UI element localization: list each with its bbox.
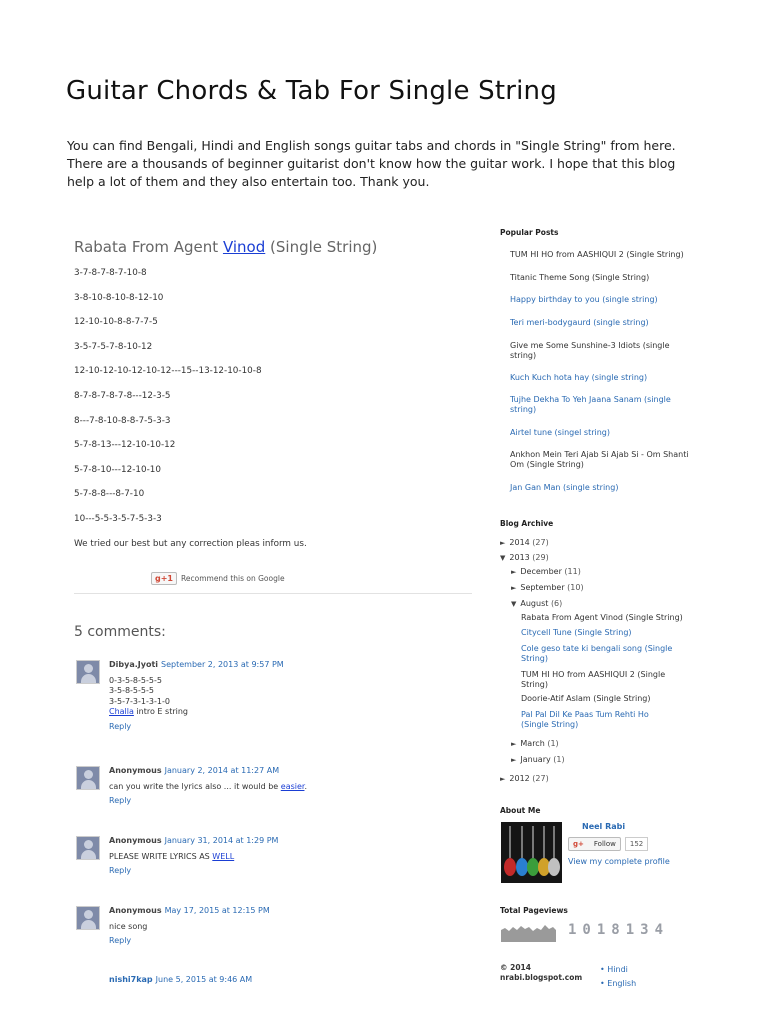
expand-arrow-icon[interactable]: ► <box>500 539 506 547</box>
avatar[interactable] <box>76 766 100 790</box>
comment-body <box>109 975 252 986</box>
popular-post-item[interactable]: Tujhe Dekha To Yeh Jaana Sanam (single string) <box>510 395 671 414</box>
comment-link[interactable]: easier <box>280 781 305 791</box>
comment-date[interactable]: January 2, 2014 at 11:27 AM <box>164 766 280 775</box>
archive-year-label[interactable]: 2014 <box>509 538 530 547</box>
popular-post-item[interactable]: TUM HI HO from AASHIQUI 2 (Single String) <box>510 250 684 259</box>
archive-year-2012[interactable] <box>500 774 549 784</box>
avatar[interactable] <box>76 660 100 684</box>
comments-heading: 5 comments: <box>74 624 166 640</box>
comment-text-end: . <box>304 781 308 791</box>
comment-line <box>109 852 278 863</box>
blog-archive-heading: Blog Archive <box>500 519 554 528</box>
collapse-arrow-icon[interactable]: ▼ <box>500 554 506 562</box>
tab-list <box>74 268 472 524</box>
popular-posts-heading: Popular Posts <box>500 228 559 237</box>
archive-month-label[interactable]: September <box>520 583 565 592</box>
comment-text: PLEASE WRITE LYRICS AS <box>109 851 213 861</box>
comment-body <box>109 906 270 947</box>
archive-month-march[interactable] <box>511 739 559 749</box>
pageviews-sparkline <box>501 922 556 942</box>
reply-link[interactable]: Reply <box>109 936 132 945</box>
profile-photo[interactable] <box>501 822 562 883</box>
archive-count: (27) <box>532 538 549 547</box>
comment-date[interactable]: June 5, 2015 at 9:46 AM <box>155 975 253 984</box>
archive-month-december[interactable] <box>511 567 581 577</box>
comment-line <box>109 782 307 793</box>
post-title-prefix: Rabata From Agent <box>74 238 223 256</box>
blog-title[interactable]: Guitar Chords & Tab For Single String <box>66 76 557 106</box>
follow-label: Follow <box>593 840 616 848</box>
tab-line: 12-10-12-10-12-10-12---15--13-12-10-10-8 <box>74 366 262 377</box>
follow-button[interactable] <box>568 837 621 851</box>
copyright <box>500 963 582 983</box>
pageviews-count: 1018134 <box>568 922 670 938</box>
guitars-image <box>501 822 562 883</box>
post-title <box>74 238 472 256</box>
archive-month-label[interactable]: March <box>520 739 545 748</box>
comment-line: 3-5-7-3-1-3-1-0 <box>109 696 170 706</box>
view-profile-link[interactable]: View my complete profile <box>568 857 670 866</box>
popular-post-item[interactable]: Kuch Kuch hota hay (single string) <box>510 373 648 382</box>
archive-count: (1) <box>547 739 559 748</box>
copyright-site: nrabi.blogspot.com <box>500 973 583 982</box>
blog-description: You can find Bengali, Hindi and English songs guitar tabs and chords in "Single String" from here. There are a thousands of beginner guitarist don't know how the guitar work. I hope that this blog help a lot of them and they also entertain too. Thank you. <box>67 138 676 189</box>
gplus-button[interactable]: g+1 <box>151 572 177 585</box>
tab-line: 3-7-8-7-8-7-10-8 <box>74 268 147 278</box>
archive-year-label[interactable]: 2013 <box>509 553 530 562</box>
popular-post-item[interactable]: Happy birthday to you (single string) <box>510 295 658 304</box>
comment-body <box>109 836 278 877</box>
archive-count: (1) <box>553 755 565 764</box>
archive-year-2014[interactable] <box>500 538 549 548</box>
comment-author: Anonymous <box>109 766 162 775</box>
archive-year-label[interactable]: 2012 <box>509 774 530 783</box>
tab-line: 12-10-10-8-8-7-7-5 <box>74 317 158 328</box>
post-footer-note: We tried our best but any correction pleas inform us. <box>74 538 307 549</box>
language-item[interactable]: • Hindi <box>600 963 636 977</box>
archive-count: (10) <box>567 583 584 592</box>
archive-month-label[interactable]: January <box>520 755 551 764</box>
archive-post-item[interactable]: Cole geso tate ki bengali song (Single String) <box>521 644 673 663</box>
tab-line: 8---7-8-10-8-8-7-5-3-3 <box>74 415 171 426</box>
comment-date[interactable]: September 2, 2013 at 9:57 PM <box>161 660 284 669</box>
avatar[interactable] <box>76 836 100 860</box>
archive-count: (29) <box>532 553 549 562</box>
comment-date[interactable]: May 17, 2015 at 12:15 PM <box>164 906 270 915</box>
popular-post-item[interactable]: Airtel tune (singel string) <box>510 428 610 437</box>
archive-post-item[interactable]: Rabata From Agent Vinod (Single String) <box>521 613 683 622</box>
archive-post-item[interactable]: Doorie-Atif Aslam (Single String) <box>521 694 651 703</box>
archive-post-item[interactable]: TUM HI HO from AASHIQUI 2 (Single String) <box>521 670 666 689</box>
gplus-icon: g+ <box>573 840 584 848</box>
archive-year-2013[interactable] <box>500 553 549 563</box>
tab-line: 3-8-10-8-10-8-12-10 <box>74 292 164 303</box>
popular-post-item[interactable]: Jan Gan Man (single string) <box>510 483 619 492</box>
comment-author: Anonymous <box>109 836 162 845</box>
avatar[interactable] <box>76 906 100 930</box>
comment-line <box>109 707 284 718</box>
popular-post-item[interactable]: Give me Some Sunshine-3 Idiots (single string) <box>510 341 670 360</box>
comment-author[interactable]: Dibya.Jyoti <box>109 660 159 669</box>
archive-count: (11) <box>564 567 581 576</box>
archive-post-item[interactable]: Pal Pal Dil Ke Paas Tum Rehti Ho (Single String) <box>521 710 649 729</box>
tab-line: 5-7-8-8---8-7-10 <box>74 489 145 500</box>
tab-line: 3-5-7-5-7-8-10-12 <box>74 341 153 352</box>
language-list <box>600 963 636 991</box>
popular-post-item[interactable]: Titanic Theme Song (Single String) <box>510 273 650 282</box>
archive-post-item[interactable]: Citycell Tune (Single String) <box>521 628 632 637</box>
pageviews-heading: Total Pageviews <box>500 906 568 915</box>
copyright-year: © 2014 <box>500 963 531 972</box>
expand-arrow-icon[interactable]: ► <box>511 740 517 748</box>
tab-line: 5-7-8-13---12-10-10-12 <box>74 440 176 451</box>
gplus-widget <box>151 572 285 585</box>
expand-arrow-icon[interactable]: ► <box>511 584 517 592</box>
archive-month-august[interactable] <box>511 599 562 609</box>
profile-name[interactable]: Neel Rabi <box>582 822 626 831</box>
comment-text: can you write the lyrics also ... it would be <box>109 781 281 791</box>
expand-arrow-icon[interactable]: ► <box>511 756 517 764</box>
follow-widget <box>568 837 648 851</box>
post-title-suffix: (Single String) <box>265 238 378 256</box>
comment-link[interactable]: WELL <box>212 851 235 861</box>
archive-month-label[interactable]: December <box>520 567 562 576</box>
comment-text: intro E string <box>133 707 188 716</box>
comment-author[interactable]: nishi7kap <box>109 975 153 984</box>
post-column <box>74 238 472 984</box>
expand-arrow-icon[interactable]: ► <box>511 568 517 576</box>
archive-count: (6) <box>550 599 563 608</box>
comment-body <box>109 766 307 807</box>
comment-date[interactable]: January 31, 2014 at 1:29 PM <box>164 836 279 845</box>
comment-author: Anonymous <box>109 906 162 915</box>
expand-arrow-icon[interactable]: ► <box>500 775 506 783</box>
comment-body <box>109 660 284 732</box>
post-title-link[interactable]: Vinod <box>222 238 266 256</box>
reply-link[interactable]: Reply <box>109 866 132 875</box>
tab-line: 8-7-8-7-8-7-8---12-3-5 <box>74 390 171 401</box>
about-me-heading: About Me <box>500 806 541 815</box>
language-item[interactable]: • English <box>600 977 636 991</box>
comment-line: nice song <box>109 921 148 931</box>
comment-line: 0-3-5-8-5-5-5 <box>109 675 162 685</box>
archive-count: (27) <box>532 774 549 783</box>
comment-link[interactable]: Challa <box>109 707 134 716</box>
post-divider <box>74 593 472 594</box>
comment-line: 3-5-8-5-5-5 <box>109 686 154 695</box>
popular-post-item[interactable]: Teri meri-bodygaurd (single string) <box>510 318 649 327</box>
tab-line: 10---5-5-3-5-7-5-3-3 <box>74 513 162 524</box>
gplus-recommend-text: Recommend this on Google <box>181 574 285 583</box>
reply-link[interactable]: Reply <box>109 796 132 805</box>
collapse-arrow-icon[interactable]: ▼ <box>511 600 517 608</box>
archive-month-september[interactable] <box>511 583 584 593</box>
archive-month-january[interactable] <box>511 755 565 765</box>
follower-count: 152 <box>625 837 648 851</box>
popular-post-item[interactable]: Ankhon Mein Teri Ajab Si Ajab Si - Om Shanti Om (Single String) <box>510 450 689 469</box>
tab-line: 5-7-8-10---12-10-10 <box>74 464 161 475</box>
archive-month-label[interactable]: August <box>520 599 549 608</box>
reply-link[interactable]: Reply <box>109 721 132 731</box>
